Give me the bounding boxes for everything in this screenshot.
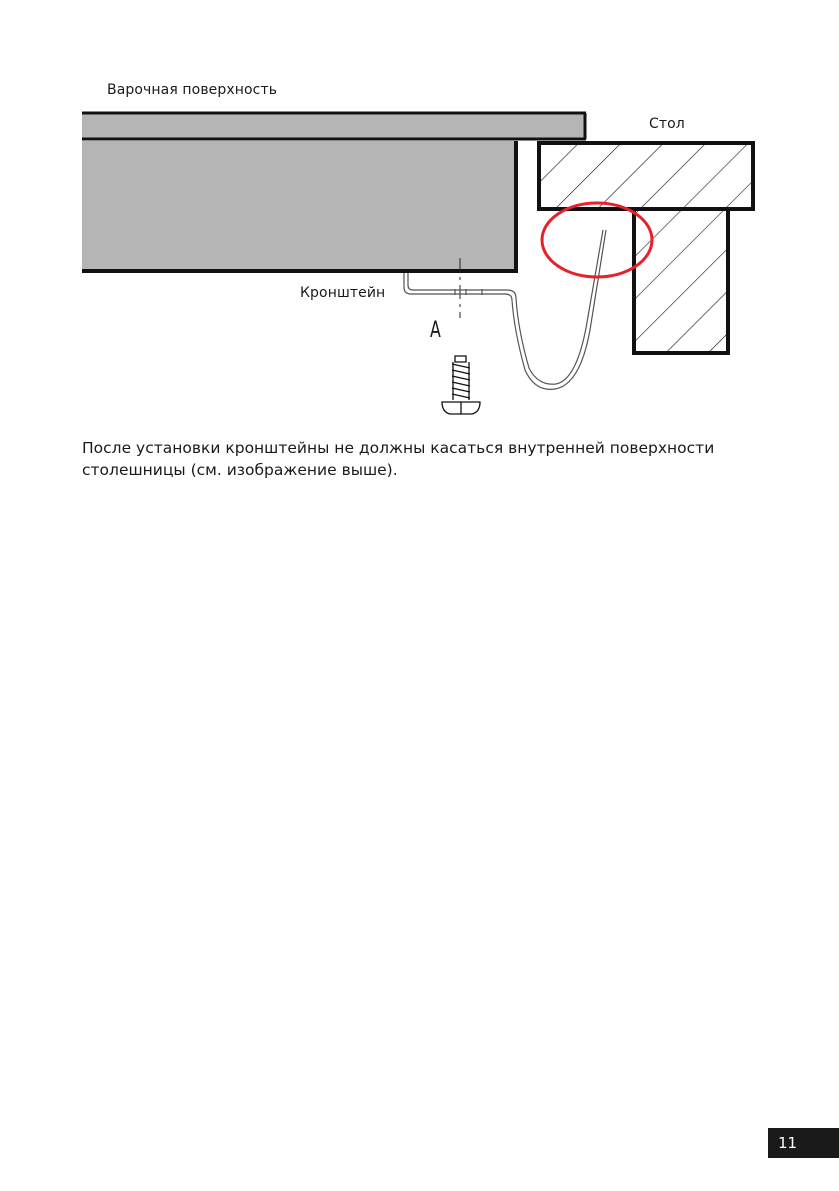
table-support-section bbox=[634, 209, 728, 353]
hob-label: Варочная поверхность bbox=[107, 82, 278, 98]
point-a-label: A bbox=[430, 318, 441, 343]
bracket-label: Кронштейн bbox=[300, 285, 386, 301]
hob-body bbox=[82, 141, 518, 272]
tabletop-section bbox=[539, 143, 753, 209]
page-number: 11 bbox=[768, 1128, 839, 1158]
installation-note: После установки кронштейны не должны касаться внутренней поверхности столешницы (см. изображение выше). bbox=[82, 439, 715, 479]
hob-top-plate bbox=[82, 113, 586, 139]
table-label: Стол bbox=[649, 116, 685, 132]
screw-icon bbox=[442, 356, 480, 414]
installation-diagram bbox=[0, 0, 839, 440]
